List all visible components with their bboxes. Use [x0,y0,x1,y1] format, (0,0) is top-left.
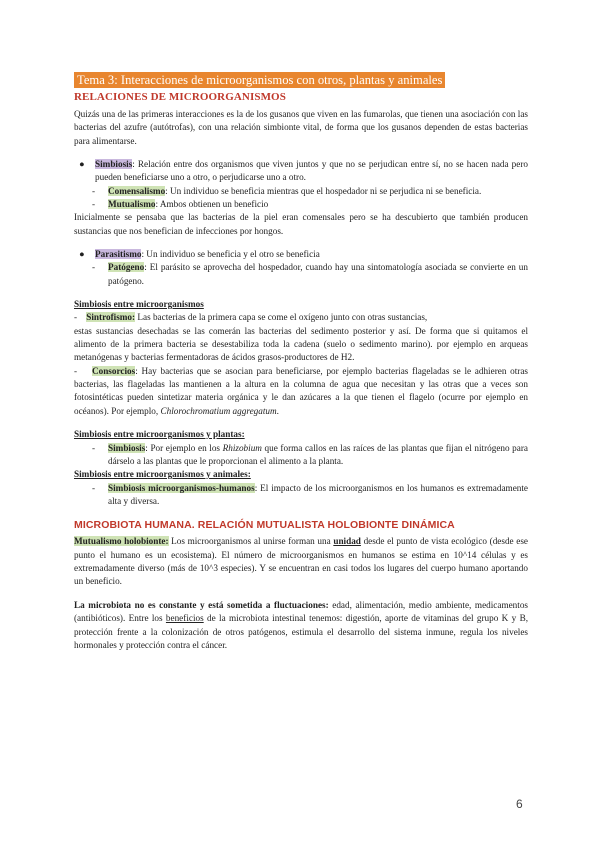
fluctuaciones-lead: La microbiota no es constante y está sometida a fluctuaciones: [74,599,329,610]
text-holobionte-a: Los microorganismos al unirse forman una [168,536,334,547]
dash-icon: - [92,199,96,209]
def-mutualismo: : Ambos obtienen un beneficio [155,199,269,209]
section-heading-microbiota: MICROBIOTA HUMANA. RELACIÓN MUTUALISTA HOLOBIONTE DINÁMICA [74,519,455,532]
term-mutualismo: Mutualismo [108,199,156,209]
term-consorcios: Consorcios [91,365,136,376]
dash-icon: - [74,312,78,323]
page-content [74,72,528,652]
example-chlorochromatium: Chlorochromatium aggregatum [160,405,277,416]
dash-icon: - [92,262,96,273]
term-simbiosis: Simbiosis [95,158,133,169]
bullet-icon: ● [79,249,85,260]
sub-comensalismo [74,185,528,198]
def-sintrofismo-rest: estas sustancias desechadas se las comerán las bacterias del sedimento posterior y así. De forma que si quitamos el alimento de la primera bacteria se desestabiliza toda la cadena (suelo o sedimento marino). por ejemplo en arqueas metanógenas y bacterias fermentadoras de ácidos grasos-productores de H2. [74,325,528,363]
def-consorcios: : Hay bacterias que se asocian para beneficiarse, por ejemplo bacterias flageladas se le adhieren otras bacterias, las flageladas las mantienen a la altura en la columna de agua que necesitan y las otras que a veces son fotosintéticas pueden sintetizar materia orgánica y le dan azúcares a la que tienen el flagelo (ocurre por ejemplo en océanos). Por ejemplo, [74,365,529,416]
section-heading-relaciones: RELACIONES DE MICROORGANISMOS [74,91,286,103]
word-unidad: unidad [333,536,361,547]
dash-icon: - [92,482,96,493]
page-number: 6 [516,797,523,811]
dash-icon: - [92,442,96,453]
paragraph-mutualismo-holobionte [74,535,528,588]
fluctuaciones-text-a: edad, alimentación, medio ambiente, medicamentos (antibióticos). Entre los [74,599,528,624]
term-parasitismo: Parasitismo [95,249,142,260]
def-simbiosis-plantas-b: que forma callos en las raíces de las plantas que fijan el nitrógeno para dárselo a las plantas que le proporcionan el alimento a la planta. [108,442,528,466]
def-simbiosis-humanos: : El impacto de los microorganismos en los humanos es extremadamente alta y diversa. [108,482,528,506]
def-comensalismo: : Un individuo se beneficia mientras que el hospedador ni se perjudica ni se beneficia. [165,185,482,196]
chapter-title: Tema 3: Interacciones de microorganismos con otros, plantas y animales [74,72,445,88]
heading-microorganismos-animales: Simbiosis entre microorganismos y animales: [74,469,251,480]
term-patogeno: Patógeno [108,262,145,273]
heading-simbiosis-microorganismos: Simbiosis entre microorganismos [74,299,204,310]
bullet-parasitismo [74,248,528,261]
fluctuaciones-text-b: de la microbiota intestinal tenemos: digestión, aporte de vitaminas del grupo K y B, protección frente a la colonización de otros patógenos, estimula el desarrollo del sistema inmune, regula los niveles hormonales y protección contra el cáncer. [74,613,528,650]
bullet-simbiosis [74,158,528,185]
item-simbiosis-plantas [74,442,528,469]
term-comensalismo: Comensalismo [108,185,166,196]
def-simbiosis-plantas-a: : Por ejemplo en los [145,442,223,453]
period: . [276,405,279,416]
sub-patogeno [74,261,528,288]
def-patogeno: : El parásito se aprovecha del hospedador, cuando hay una sintomatología asociada se convierte en un patógeno. [108,262,528,286]
heading-microorganismos-plantas: Simbiosis entre microorganismos y plantas: [74,429,245,440]
item-simbiosis-humanos [74,482,528,509]
intro-paragraph: Quizás una de las primeras interacciones es la de los gusanos que viven en las fumarolas, que tienen una asociación con las bacterias del azufre (autótrofas), con una relación simbionte vital, de forma que los gusanos dependen de estas bacterias para alimentarse. [74,108,528,146]
def-parasitismo: : Un individuo se beneficia y el otro se beneficia [141,249,320,260]
dash-icon: - [92,185,96,196]
word-beneficios: beneficios [165,613,204,624]
term-simbiosis-plantas: Simbiosis [108,442,146,453]
def-sintrofismo-line1: Las bacterias de la primera capa se come el oxígeno junto con otras sustancias, [135,312,428,323]
paragraph-piel: Inicialmente se pensaba que las bacterias de la piel eran comensales pero se ha descubierto que también producen sustancias que nos benefician de infecciones por hongos. [74,212,528,236]
term-mutualismo-holobionte: Mutualismo holobionte: [74,536,169,547]
bullet-icon: ● [79,158,85,169]
term-sintrofismo: Sintrofismo: [86,312,136,323]
item-consorcios [74,365,528,418]
sub-mutualismo [74,198,528,211]
dash-icon: - [74,365,78,376]
text-holobionte-b: desde el punto de vista ecológico (desde ese punto el humano es un ecosistema). El número de microorganismos en humanos se estima en 10^14 células y es extremadamente diverso (más de 10^3 especies). Y se encuentran en casi todos los lugares del cuerpo humano aportando un beneficio. [74,536,528,587]
rhizobium-name: Rhizobium [222,442,262,453]
item-sintrofismo [74,311,528,324]
term-simbiosis-humanos: Simbiosis microorganismos-humanos [108,482,255,493]
def-simbiosis: : Relación entre dos organismos que viven juntos y que no se perjudican entre sí, no se hacen nada pero pueden beneficiarse uno a otro, o perjudicarse uno a otro. [95,158,528,183]
paragraph-fluctuaciones [74,599,528,652]
